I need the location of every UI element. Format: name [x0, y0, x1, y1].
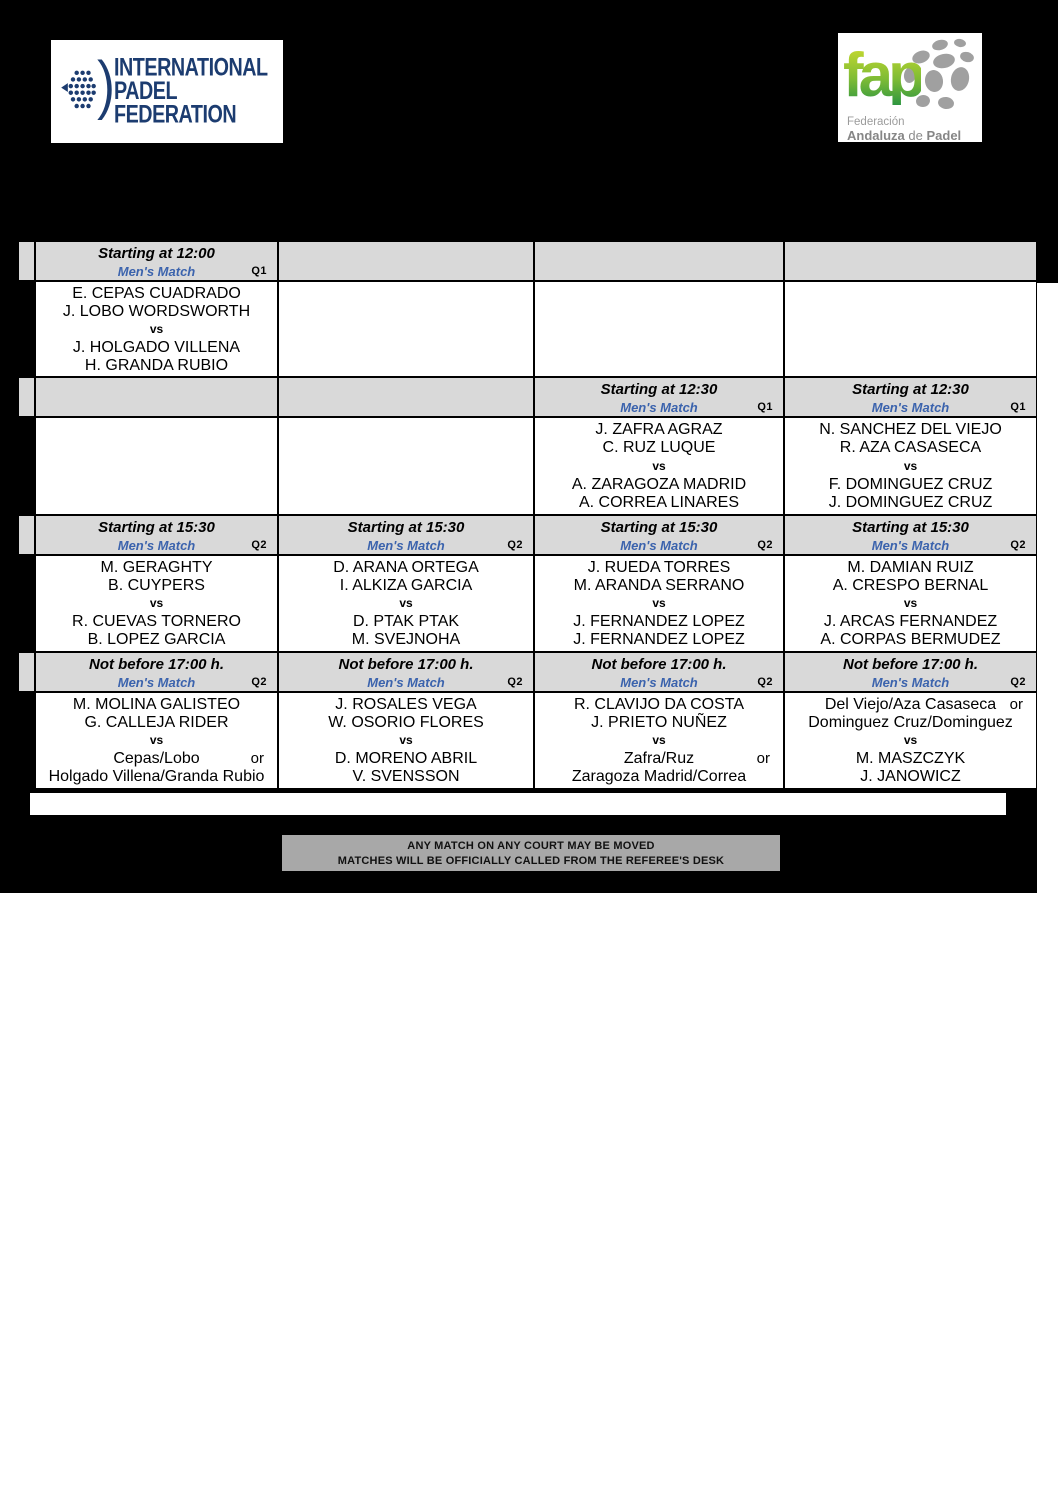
player-line: M. MASZCZYK — [855, 750, 966, 768]
or-label: or — [756, 750, 770, 768]
player-line: V. SVENSSON — [352, 768, 460, 786]
player-line: J. PRIETO NUÑEZ — [591, 713, 727, 731]
referee-notice-box — [282, 835, 780, 871]
vs-label: vs — [903, 458, 918, 473]
category-row — [785, 400, 1036, 415]
court-3-time-header — [535, 516, 783, 554]
match-category-label: Men's Match — [367, 675, 445, 690]
or-label: or — [1009, 695, 1023, 713]
schedule-table — [19, 242, 1036, 788]
round-badge: Q2 — [251, 676, 267, 688]
player-line: D. MORENO ABRIL — [334, 750, 478, 768]
player-line: D. ARANA ORTEGA — [333, 558, 479, 576]
court-3-match-cell — [535, 282, 783, 376]
player-line: J. LOBO WORDSWORTH — [62, 302, 251, 320]
or-label: or — [250, 750, 264, 768]
court-4-time-header — [785, 516, 1036, 554]
player-line: D. PTAK PTAK — [352, 613, 460, 631]
player-line: M. MOLINA GALISTEO — [72, 695, 241, 713]
court-3-time-header — [535, 653, 783, 691]
player-line: J. JANOWICZ — [860, 768, 961, 786]
category-row — [36, 675, 277, 690]
vs-label: vs — [903, 596, 918, 610]
court-2-match-cell — [279, 418, 533, 514]
round-badge: Q2 — [1010, 539, 1026, 551]
court-4-match-cell — [785, 556, 1036, 651]
fap-logo-subtitle1: Federación — [847, 116, 905, 128]
player-line: J. DOMINGUEZ CRUZ — [828, 494, 993, 512]
category-row — [785, 675, 1036, 690]
player-line: W. OSORIO FLORES — [328, 713, 484, 731]
start-time-label: Starting at 15:30 — [347, 519, 465, 536]
player-line: A. ZARAGOZA MADRID — [571, 475, 747, 493]
vs-label: vs — [149, 321, 164, 336]
fap-logo-acronym: fap — [843, 41, 921, 110]
court-2-time-header — [279, 242, 533, 280]
player-line: M. GERAGHTY — [100, 558, 213, 576]
player-line: F. DOMINGUEZ CRUZ — [828, 475, 993, 493]
player-line: M. ARANDA SERRANO — [573, 576, 745, 594]
player-line: J. ZAFRA AGRAZ — [595, 420, 723, 438]
vs-label: vs — [149, 596, 164, 610]
court-1-time-header — [36, 378, 277, 416]
round-badge: Q2 — [1010, 676, 1026, 688]
court-1-time-header — [36, 516, 277, 554]
round-badge: Q2 — [757, 539, 773, 551]
row-2-edge-header-cell — [19, 378, 34, 416]
start-time-label: Not before 17:00 h. — [88, 656, 225, 673]
court-3-time-header — [535, 242, 783, 280]
player-line: J. ARCAS FERNANDEZ — [823, 613, 998, 631]
court-3-match-cell — [535, 418, 783, 514]
court-1-time-header — [36, 242, 277, 280]
court-4-time-header — [785, 653, 1036, 691]
player-line: N. SANCHEZ DEL VIEJO — [819, 420, 1002, 438]
start-time-label: Starting at 12:00 — [98, 245, 215, 262]
court-2-match-cell — [279, 282, 533, 376]
court-1-time-header — [36, 653, 277, 691]
row-1-edge-match-cell — [19, 282, 34, 376]
row-4-edge-match-cell — [19, 693, 34, 788]
round-badge: Q1 — [757, 401, 773, 413]
player-line: Del Viejo/Aza Casaseca or — [824, 695, 1023, 713]
match-category-label: Men's Match — [620, 675, 698, 690]
player-line: R. CLAVIJO DA COSTA — [573, 695, 745, 713]
court-3-time-header — [535, 378, 783, 416]
court-4-match-cell — [785, 418, 1036, 514]
category-row — [279, 538, 533, 553]
fap-logo-subtitle2: Andaluza de Padel — [847, 128, 962, 143]
player-line: J. RUEDA TORRES — [587, 558, 731, 576]
ipf-logo-text: INTERNATIONAL PADEL FEDERATION — [113, 53, 268, 129]
player-line: A. CORPAS BERMUDEZ — [820, 631, 1001, 649]
court-2-time-header — [279, 516, 533, 554]
player-line: J. ROSALES VEGA — [335, 695, 477, 713]
start-time-label: Starting at 15:30 — [600, 519, 718, 536]
player-line: J. FERNANDEZ LOPEZ — [573, 613, 745, 631]
player-line: Holgado Villena/Granda Rubio — [48, 768, 265, 786]
start-time-label: Starting at 12:30 — [852, 381, 969, 398]
round-badge: Q1 — [251, 265, 267, 277]
category-row — [785, 538, 1036, 553]
court-2-time-header — [279, 653, 533, 691]
start-time-label: Not before 17:00 h. — [842, 656, 979, 673]
round-badge: Q2 — [507, 539, 523, 551]
player-line: Dominguez Cruz/Dominguez — [808, 713, 1013, 731]
vs-label: vs — [903, 733, 918, 747]
court-4-time-header — [785, 378, 1036, 416]
round-badge: Q2 — [757, 676, 773, 688]
player-line: R. AZA CASASECA — [839, 439, 982, 457]
category-row — [36, 538, 277, 553]
match-category-label: Men's Match — [871, 675, 950, 690]
player-line: J. HOLGADO VILLENA — [72, 338, 241, 356]
round-badge: Q2 — [251, 539, 267, 551]
court-3-match-cell — [535, 693, 783, 788]
row-1-edge-header-cell — [19, 242, 34, 280]
row-2-edge-match-cell — [19, 418, 34, 514]
player-line: M. SVEJNOHA — [351, 631, 461, 649]
match-category-label: Men's Match — [367, 538, 445, 553]
row-4-edge-header-cell — [19, 653, 34, 691]
player-line: B. CUYPERS — [108, 576, 205, 594]
court-1-match-cell — [36, 282, 277, 376]
player-line: E. CEPAS CUADRADO — [72, 284, 241, 302]
row-3-edge-match-cell — [19, 556, 34, 651]
match-category-label: Men's Match — [871, 538, 950, 553]
start-time-label: Starting at 15:30 — [852, 519, 969, 536]
court-1-match-cell — [36, 693, 277, 788]
category-row — [535, 538, 783, 553]
player-line: H. GRANDA RUBIO — [84, 356, 229, 374]
category-row — [36, 264, 277, 279]
start-time-label: Not before 17:00 h. — [338, 656, 474, 673]
match-category-label: Men's Match — [871, 400, 950, 415]
court-2-match-cell — [279, 556, 533, 651]
match-category-label: Men's Match — [117, 675, 196, 690]
category-row — [279, 675, 533, 690]
match-category-label: Men's Match — [620, 400, 698, 415]
match-category-label: Men's Match — [117, 264, 196, 279]
court-2-match-cell — [279, 693, 533, 788]
player-line: R. CUEVAS TORNERO — [72, 613, 241, 631]
player-line: C. RUZ LUQUE — [602, 439, 716, 457]
player-line: A. CORREA LINARES — [578, 494, 740, 512]
ipf-logo — [51, 40, 283, 143]
page-edge-strip — [1037, 283, 1058, 893]
court-4-time-header — [785, 242, 1036, 280]
category-row — [535, 400, 783, 415]
player-line: Zafra/Ruz or — [623, 750, 770, 768]
court-3-match-cell — [535, 556, 783, 651]
notice-line-2: MATCHES WILL BE OFFICIALLY CALLED FROM THE REFEREE'S DESK — [337, 854, 725, 867]
player-line: J. FERNANDEZ LOPEZ — [573, 631, 745, 649]
court-2-time-header — [279, 378, 533, 416]
court-4-match-cell — [785, 693, 1036, 788]
player-line: Zaragoza Madrid/Correa — [571, 768, 747, 786]
round-badge: Q2 — [507, 676, 523, 688]
player-line: Cepas/Lobo or — [113, 750, 264, 768]
player-line: A. CRESPO BERNAL — [832, 576, 989, 594]
court-4-match-cell — [785, 282, 1036, 376]
notice-line-1: ANY MATCH ON ANY COURT MAY BE MOVED — [407, 839, 655, 852]
player-line: I. ALKIZA GARCIA — [339, 576, 473, 594]
round-badge: Q1 — [1010, 401, 1026, 413]
vs-label: vs — [149, 733, 164, 747]
ipf-ball-icon — [59, 46, 114, 138]
player-line: M. DAMIAN RUIZ — [847, 558, 974, 576]
row-3-edge-header-cell — [19, 516, 34, 554]
match-category-label: Men's Match — [117, 538, 196, 553]
start-time-label: Starting at 12:30 — [600, 381, 718, 398]
vs-label: vs — [652, 733, 666, 747]
match-category-label: Men's Match — [620, 538, 698, 553]
table-footer-band — [30, 793, 1006, 815]
start-time-label: Starting at 15:30 — [98, 519, 215, 536]
player-line: B. LOPEZ GARCIA — [87, 631, 226, 649]
vs-label: vs — [652, 458, 666, 473]
vs-label: vs — [399, 733, 413, 747]
court-1-match-cell — [36, 556, 277, 651]
court-1-match-cell — [36, 418, 277, 514]
start-time-label: Not before 17:00 h. — [591, 656, 727, 673]
category-row — [535, 675, 783, 690]
vs-label: vs — [652, 596, 666, 610]
player-line: G. CALLEJA RIDER — [84, 713, 229, 731]
fap-logo — [838, 33, 982, 142]
vs-label: vs — [399, 596, 413, 610]
